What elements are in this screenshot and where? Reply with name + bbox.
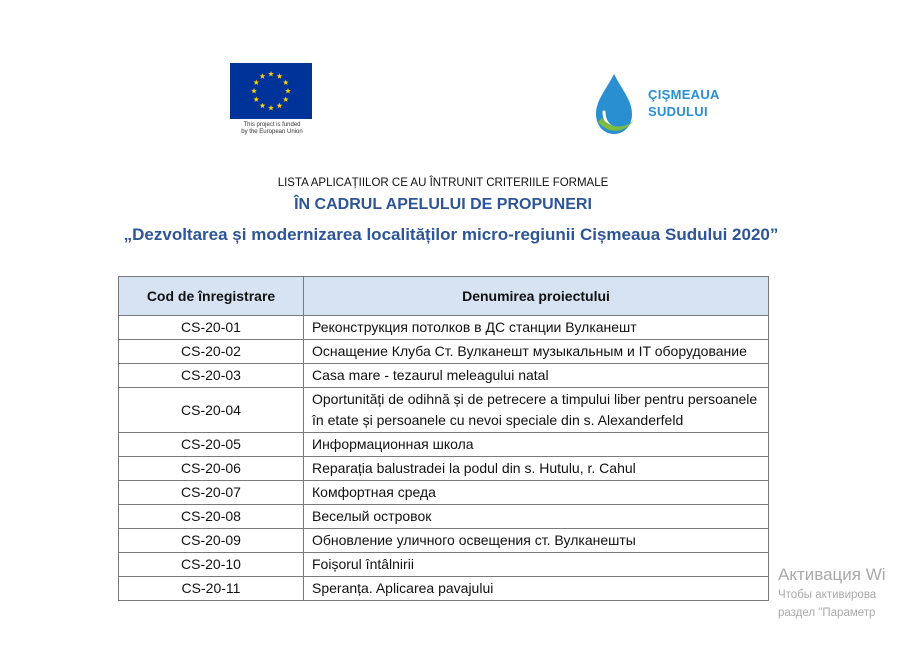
table-header-row	[119, 277, 769, 316]
eu-star	[277, 73, 283, 78]
project-name: Обновление уличного освещения ст. Вулканешты	[304, 529, 769, 553]
project-name: Casa mare - tezaurul meleagului natal	[304, 364, 769, 388]
document-subtitle: LISTA APLICAȚIILOR CE AU ÎNTRUNIT CRITERIILE FORMALE	[277, 177, 609, 189]
table-row	[119, 364, 769, 388]
project-name: Реконструкция потолков в ДС станции Вулканешт	[304, 316, 769, 340]
project-name: Веселый островок	[304, 505, 769, 529]
registration-code: CS-20-06	[119, 457, 304, 481]
project-name: Oportunități de odihnă și de petrecere a timpului liber pentru persoanele în etate și persoanele cu nevoi speciale din s. Alexanderfeld	[304, 388, 769, 433]
eu-star	[260, 73, 266, 78]
eu-star	[253, 97, 259, 102]
eu-star	[285, 88, 291, 93]
project-name: Оснащение Клуба Ст. Вулканешт музыкальным и IT оборудование	[304, 340, 769, 364]
watermark-line1: Чтобы активирова	[778, 589, 877, 601]
registration-code: CS-20-11	[119, 577, 304, 601]
eu-caption-line2: by the European Union	[241, 129, 303, 135]
applications-table	[118, 276, 769, 601]
cismeaua-line2: SUDULUI	[648, 104, 708, 119]
table-row	[119, 316, 769, 340]
table-row	[119, 529, 769, 553]
registration-code: CS-20-07	[119, 481, 304, 505]
table-row	[119, 577, 769, 601]
eu-stars-icon	[230, 63, 312, 119]
eu-caption-line1: This project is funded	[243, 122, 301, 128]
eu-flag-logo	[230, 63, 312, 119]
water-drop-logo-icon	[590, 72, 638, 138]
document-title: ÎN CADRUL APELULUI DE PROPUNERI	[294, 196, 592, 213]
eu-funding-caption	[222, 122, 322, 136]
windows-activation-watermark	[778, 564, 902, 622]
registration-code: CS-20-09	[119, 529, 304, 553]
eu-star	[268, 71, 274, 76]
table-row	[119, 553, 769, 577]
watermark-title: Активация Wi	[778, 565, 886, 584]
eu-star	[260, 103, 266, 108]
table-row	[119, 340, 769, 364]
watermark-line2: раздел "Параметр	[778, 607, 876, 619]
registration-code: CS-20-01	[119, 316, 304, 340]
project-name: Информационная школа	[304, 433, 769, 457]
eu-star	[251, 88, 257, 93]
registration-code: CS-20-05	[119, 433, 304, 457]
eu-star	[277, 103, 283, 108]
eu-star	[283, 97, 289, 102]
registration-code: CS-20-10	[119, 553, 304, 577]
registration-code: CS-20-03	[119, 364, 304, 388]
table-row	[119, 388, 769, 433]
project-name: Комфортная среда	[304, 481, 769, 505]
eu-star	[253, 80, 259, 85]
header-project-name: Denumirea proiectului	[304, 277, 769, 316]
eu-star	[283, 80, 289, 85]
table-row	[119, 505, 769, 529]
eu-star	[268, 105, 274, 110]
table-row	[119, 433, 769, 457]
registration-code: CS-20-04	[119, 388, 304, 433]
registration-code: CS-20-02	[119, 340, 304, 364]
program-name: „Dezvoltarea și modernizarea localităților micro-regiunii Cișmeaua Sudului 2020”	[123, 225, 779, 244]
cismeaua-line1: ÇIŞMEAUA	[648, 87, 720, 102]
project-name: Reparația balustradei la podul din s. Hutulu, r. Cahul	[304, 457, 769, 481]
project-name: Speranța. Aplicarea pavajului	[304, 577, 769, 601]
project-name: Foișorul întâlnirii	[304, 553, 769, 577]
table-row	[119, 457, 769, 481]
cismeaua-sudului-wordmark	[648, 86, 720, 120]
table-row	[119, 481, 769, 505]
header-registration-code: Cod de înregistrare	[119, 277, 304, 316]
registration-code: CS-20-08	[119, 505, 304, 529]
